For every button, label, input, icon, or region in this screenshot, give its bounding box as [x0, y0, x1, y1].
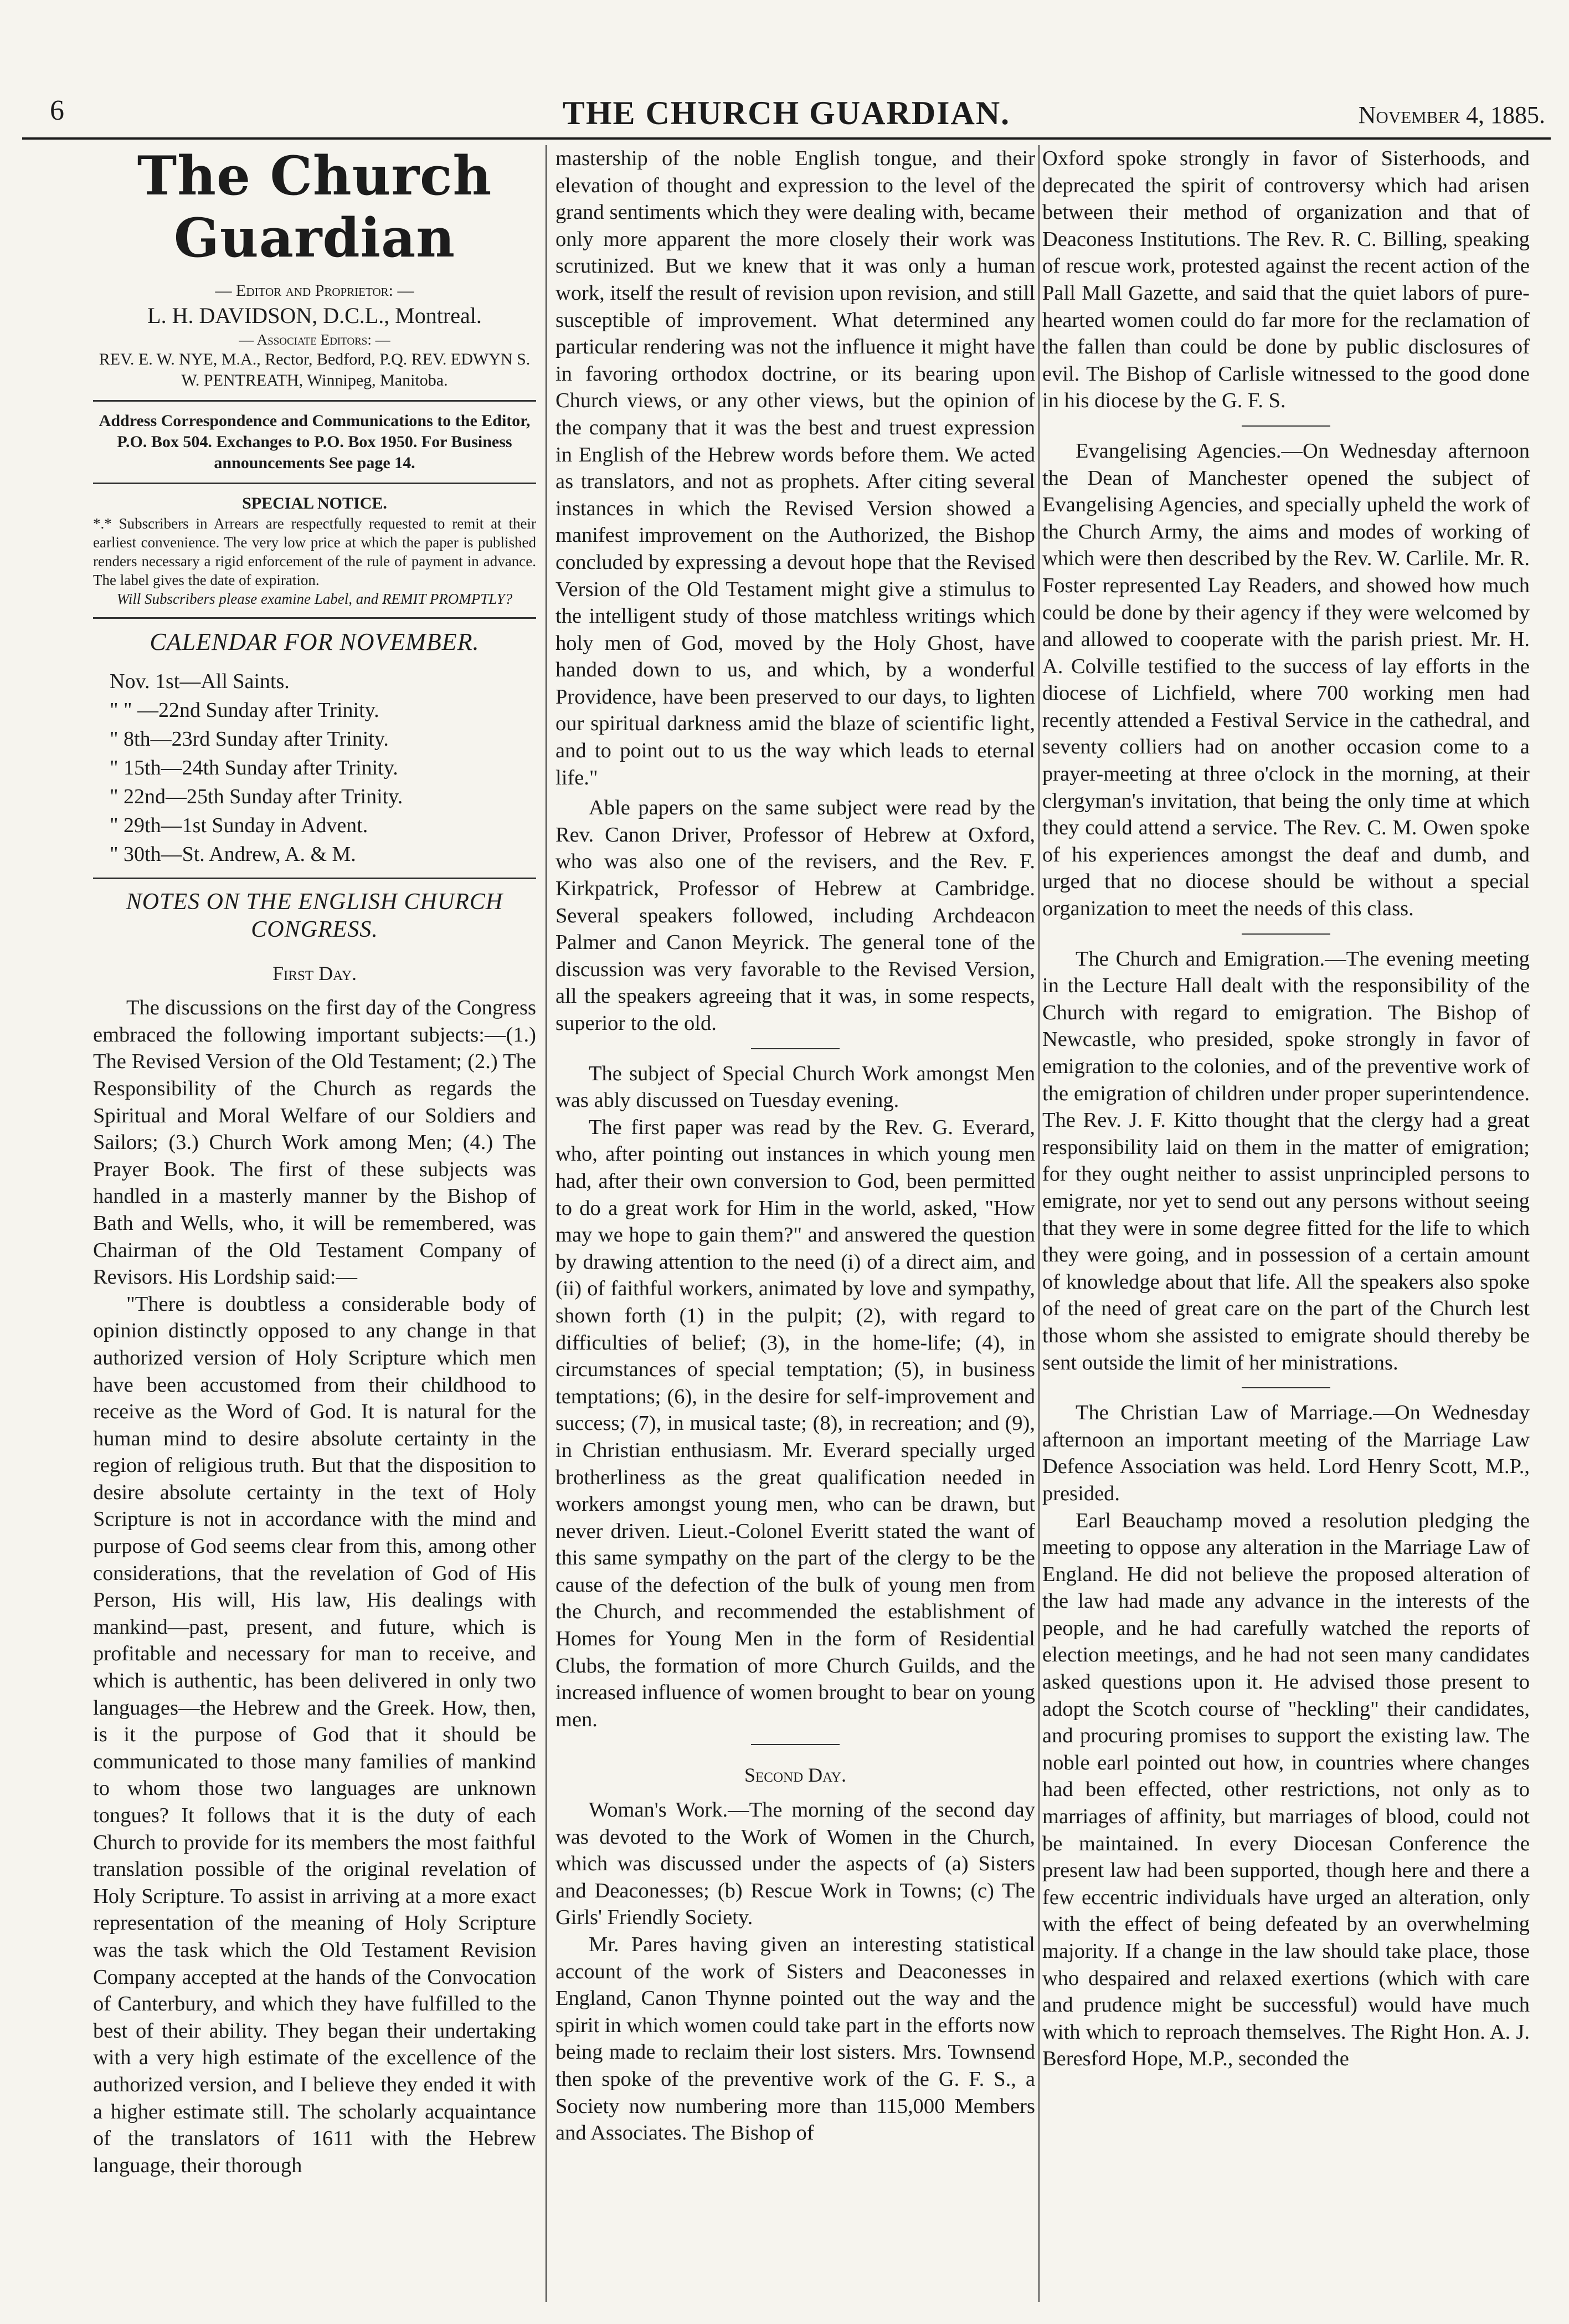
- page-number: 6: [50, 95, 64, 126]
- editor-name: L. H. DAVIDSON, D.C.L., Montreal.: [147, 303, 482, 328]
- column-2: [555, 145, 1035, 2147]
- calendar-entry: " 22nd—25th Sunday after Trinity.: [110, 784, 403, 808]
- article-paragraph: Able papers on the same subject were read by the Rev. Canon Driver, Professor of Hebrew at Oxford, who was also one of the revisers, and the Rev. F. Kirkpatrick, Professor of Hebrew at Cambridge. Several speakers followed, including Archdeacon Palmer and Canon Meyrick. The general tone of the discussion was very favorable to the Revised Version, all the speakers agreeing that it was, in some respects, superior to the old.: [555, 796, 1035, 1035]
- associate-editors: REV. E. W. NYE, M.A., Rector, Bedford, P.Q. REV. EDWYN S. W. PENTREATH, Winnipeg, Manitoba.: [99, 350, 531, 389]
- article-paragraph: Earl Beauchamp moved a resolution pledging the meeting to oppose any alteration in the Marriage Law of England. He did not believe the proposed alteration of the law had made any advance in the interests of the people, and he had carefully watched the reports of election meetings, and he had not seen many candidates asked questions upon it. He advised those present to adopt the Scotch course of "heckling" their candidates, and procuring promises to support the existing law. The noble earl pointed out how, in countries where changes had been effected, other restrictions, not only as to marriages of affinity, but marriages of blood, could not be maintained. In every Diocesan Conference the present law had been supported, though here and there a few eccentric individuals have urged an alteration, only with the effect of being defeated by an overwhelming majority. If a change in the law should take place, those who despaired and relaxed exertions (which with care and prudence might be successful) would have much with which to reproach themselves. The Right Hon. A. J. Beresford Hope, M.P., seconded the: [1042, 1509, 1530, 2071]
- article-paragraph: Woman's Work.—The morning of the second day was devoted to the Work of Women in the Church, which was discussed under the aspects of (a) Sisters and Deaconesses; (b) Rescue Work in Towns; (c) The Girls' Friendly Society.: [555, 1798, 1035, 1930]
- associate-label: — Associate Editors: —: [239, 331, 390, 348]
- issue-date: November 4, 1885.: [1358, 101, 1545, 129]
- calendar-entry: " 8th—23rd Sunday after Trinity.: [110, 727, 389, 751]
- divider: [93, 400, 536, 402]
- divider: [1242, 933, 1330, 935]
- column-1: [93, 145, 536, 2179]
- editor-label: — Editor and Proprietor: —: [215, 281, 414, 300]
- special-notice-title: SPECIAL NOTICE.: [242, 494, 387, 512]
- masthead: THE CHURCH GUARDIAN.: [562, 95, 1011, 131]
- divider: [93, 878, 536, 879]
- divider: [93, 483, 536, 484]
- section-heading: Second Day.: [744, 1764, 846, 1787]
- special-notice-footer: Will Subscribers please examine Label, and REMIT PROMPTLY?: [116, 591, 513, 607]
- column-3: [1042, 145, 1530, 2072]
- section-heading: First Day.: [272, 962, 357, 984]
- special-notice-body: *.* Subscribers in Arrears are respectfully requested to remit at their earliest convenience. The very low price at which the paper is published renders necessary a rigid enforcement of the rule of payment in advance. The label gives the date of expiration.: [93, 515, 536, 588]
- divider: [93, 617, 536, 619]
- article-paragraph: Oxford spoke strongly in favor of Sisterhoods, and deprecated the spirit of controversy which had arisen between their method of organization and that of Deaconess Institutions. The Rev. R. C. Billing, speaking of rescue work, protested against the recent action of the Pall Mall Gazette, and said that the quiet labors of pure-hearted women could do far more for the reclamation of the fallen than could be done by public disclosures of evil. The Bishop of Carlisle witnessed to the good done in his diocese by the G. F. S.: [1042, 147, 1530, 413]
- article-paragraph: "There is doubtless a considerable body of opinion distinctly opposed to any change in that authorized version of Holy Scripture which men have been accustomed from their childhood to receive as the Word of God. It is natural for the human mind to desire absolute certainty in the region of religious truth. But that the disposition to desire absolute certainty in the text of Holy Scripture is not in accordance with the mind and purpose of God seems clear from this, among other considerations, that the revelation of God of His Person, His will, His law, His dealings with mankind—past, present, and future, which is profitable and necessary for man to receive, and which is authentic, has been delivered in only two languages—the Hebrew and the Greek. How, then, is it the purpose of God that it should be communicated to those many families of mankind to whom those two languages are unknown tongues? It follows that it is the duty of each Church to provide for its members the most faithful translation possible of the original revelation of Holy Scripture. To assist in arriving at a more exact representation of the meaning of Holy Scripture was the task which the Old Testament Revision Company accepted at the hands of the Convocation of Canterbury, and which they have fulfilled to the best of their ability. They began their undertaking with a very high estimate of the excellence of the authorized version, and I believe they ended it with a higher estimate still. The scholarly acquaintance of the translators of 1611 with the Hebrew language, their thorough: [93, 1292, 536, 2177]
- article-paragraph: The Church and Emigration.—The evening meeting in the Lecture Hall dealt with the responsibility of the Church with regard to emigration. The Bishop of Newcastle, who presided, spoke strongly in favor of emigration to the colonies, and of the preventive work of the emigration of children under proper superintendence. The Rev. J. F. Kitto thought that the clergy had a great responsibility laid on them in the matter of emigration; for they ought neither to assist unprincipled persons to emigrate, nor yet to send out any persons without seeing that they were in some degree fitted for the life to which they were going, and in possession of a certain amount of knowledge about that life. All the speakers also spoke of the need of great care on the part of the Church lest those whom she assisted to emigrate should thereby be sent outside the limit of her ministrations.: [1042, 947, 1530, 1374]
- column-rule: [546, 145, 547, 2302]
- article-paragraph: The Christian Law of Marriage.—On Wednesday afternoon an important meeting of the Marriage Law Defence Association was held. Lord Henry Scott, M.P., presided.: [1042, 1401, 1530, 1505]
- divider: [1242, 1387, 1330, 1388]
- column-rule: [1038, 145, 1040, 2302]
- calendar-title: CALENDAR FOR NOVEMBER.: [150, 628, 480, 655]
- article-paragraph: The subject of Special Church Work amongst Men was ably discussed on Tuesday evening.: [555, 1061, 1035, 1112]
- article-title: NOTES ON THE ENGLISH CHURCH CONGRESS.: [126, 889, 503, 942]
- page-header: [22, 94, 1551, 140]
- address-notice: Address Correspondence and Communications to the Editor, P.O. Box 504. Exchanges to P.O. Box 1950. For Business announcements See page 14.: [99, 412, 531, 472]
- calendar-list: [93, 667, 536, 869]
- article-paragraph: Mr. Pares having given an interesting statistical account of the work of Sisters and Deaconesses in England, Canon Thynne pointed out the way and the spirit in which women could take part in the efforts now being made to reclaim their lost sisters. Mrs. Townsend then spoke of the preventive work of the G. F. S., a Society now numbering more than 115,000 Members and Associates. The Bishop of: [555, 1933, 1035, 2145]
- divider: [751, 1048, 840, 1049]
- divider: [751, 1744, 840, 1745]
- article-paragraph: Evangelising Agencies.—On Wednesday afternoon the Dean of Manchester opened the subject of Evangelising Agencies, and specially upheld the work of the Church Army, the aims and modes of working of which were then described by the Rev. W. Carlile. Mr. R. Foster represented Lay Readers, and showed how much could be done by their agency if they were welcomed by and allowed to cooperate with the parish priest. Mr. H. A. Colville testified to the success of lay efforts in the diocese of Lichfield, where 700 working men had recently attended a Festival Service in the cathedral, and seventy colliers had on another occasion come to a prayer-meeting at three o'clock in the morning, at their clergyman's invitation, that being the only time at which they could attend a service. The Rev. C. M. Owen spoke of his experiences amongst the deaf and dumb, and urged that no diocese should be without a special organization to meet the needs of this class.: [1042, 439, 1530, 921]
- article-paragraph: The discussions on the first day of the Congress embraced the following important subjects:—(1.) The Revised Version of the Old Testament; (2.) The Responsibility of the Church as regards the Spiritual and Moral Welfare of our Soldiers and Sailors; (3.) Church Work among Men; (4.) The Prayer Book. The first of these subjects was handled in a masterly manner by the Bishop of Bath and Wells, who, it will be remembered, was Chairman of the Old Testament Company of Revisors. His Lordship said:—: [93, 996, 536, 1289]
- newspaper-logo: The Church Guardian: [137, 145, 492, 269]
- calendar-entry: " 29th—1st Sunday in Advent.: [110, 813, 368, 837]
- calendar-entry: " 30th—St. Andrew, A. & M.: [110, 842, 356, 866]
- article-paragraph: The first paper was read by the Rev. G. Everard, who, after pointing out instances in which young men had, after their own conversion to God, been permitted to do a great work for Him in the world, asked, "How may we hope to gain them?" and answered the question by drawing attention to the need (i) of a direct aim, and (ii) of faithful workers, animated by love and sympathy, shown forth (1) in the pulpit; (2), with regard to difficulties of belief; (3), in the home-life; (4), in circumstances of special temptation; (5), in business temptations; (6), in the desire for self-improvement and success; (7), in musical taste; (8), in recreation; and (9), in Christian enthusiasm. Mr. Everard specially urged brotherliness as the great qualification needed in workers amongst young men, who can be drawn, but never driven. Lieut.-Colonel Everitt stated the want of this same sympathy on the part of the clergy to be the cause of the defection of the bulk of young men from the Church, and recommended the establishment of Homes for Young Men in the form of Residential Clubs, the formation of more Church Guilds, and the increased influence of women brought to bear on young men.: [555, 1115, 1035, 1731]
- calendar-entry: " 15th—24th Sunday after Trinity.: [110, 756, 398, 779]
- article-paragraph: mastership of the noble English tongue, and their elevation of thought and expression to the level of the grand sentiments which they were dealing with, became only more apparent the more closely their work was scrutinized. But we knew that it was only a human work, itself the result of revision upon revision, and still susceptible of improvement. What determined any particular rendering was not the influence it might have in favoring orthodox doctrine, or its bearing upon Church views, or any other views, but the opinion of the company that it was the best and truest expression in English of the Hebrew words before them. We acted as translators, and not as prophets. After citing several instances in which the Revised Version showed a manifest improvement on the Authorized, the Bishop concluded by expressing a devout hope that the Revised Version of the Old Testament might give a stimulus to the intelligent study of those matchless writings which holy men of God, moved by the Holy Ghost, have handed down to us, and which, by a wonderful Providence, have been preserved to our days, to lighten our spiritual darkness amid the blaze of scientific light, and to point out to us the way which leads to eternal life.": [555, 147, 1035, 789]
- calendar-entry: Nov. 1st—All Saints.: [110, 669, 290, 693]
- calendar-entry: " " —22nd Sunday after Trinity.: [110, 698, 379, 722]
- divider: [1242, 425, 1330, 427]
